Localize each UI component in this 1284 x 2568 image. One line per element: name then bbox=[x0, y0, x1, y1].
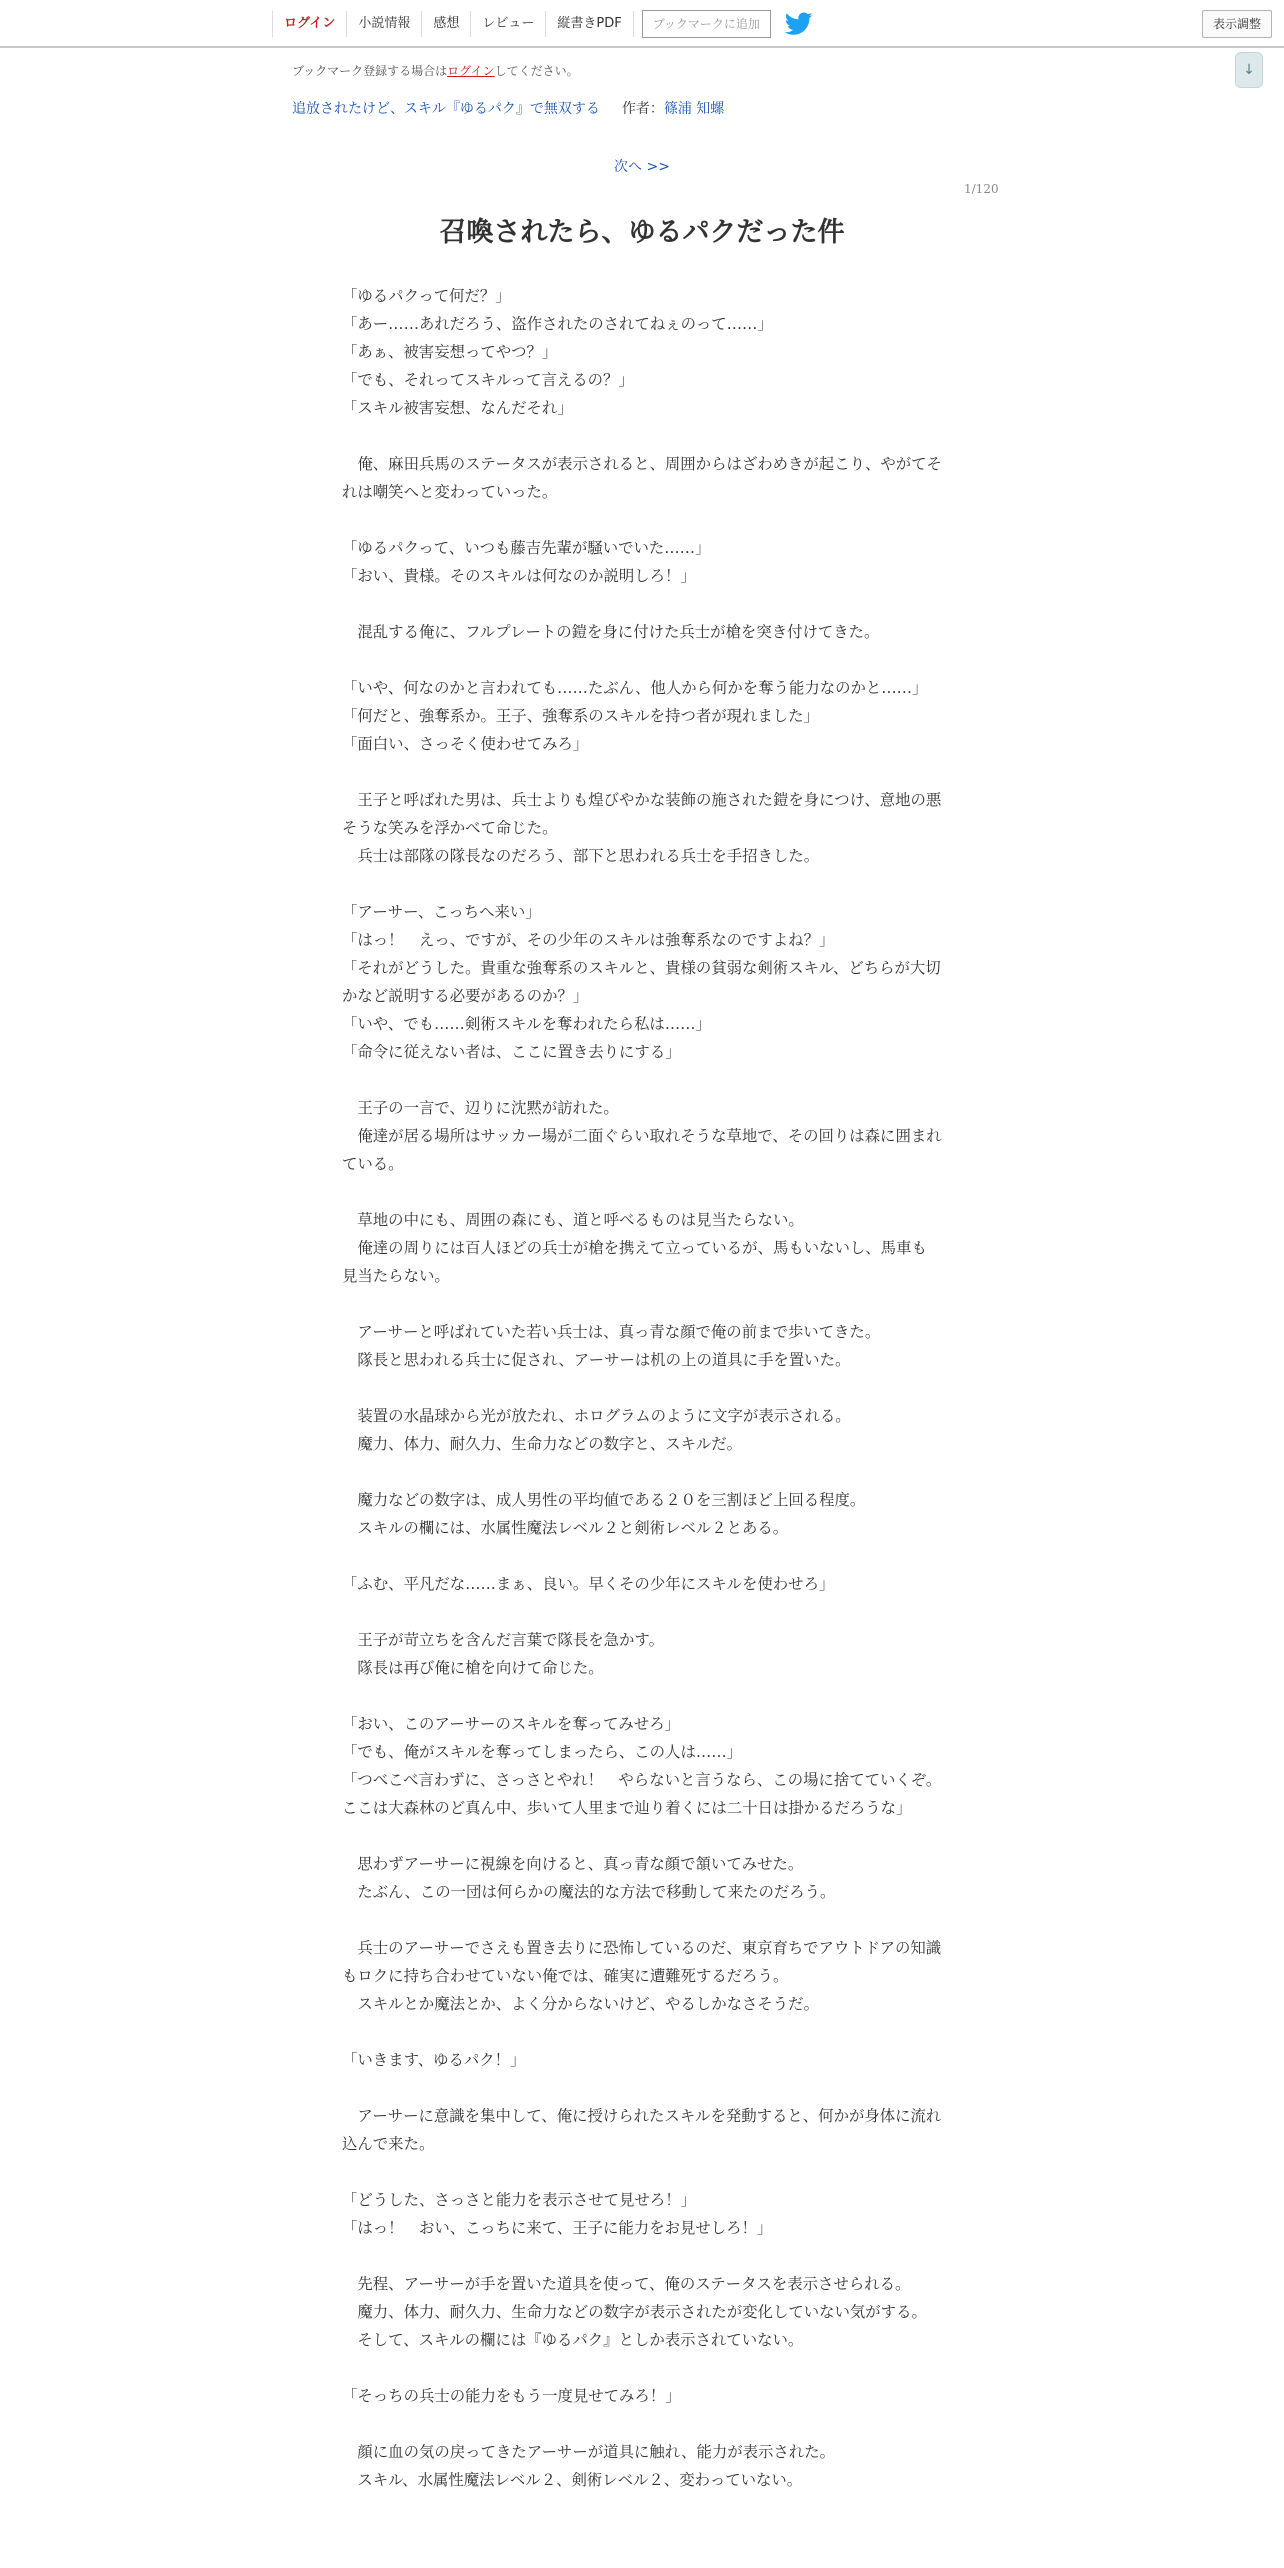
paragraph: アーサーと呼ばれていた若い兵士は、真っ青な顔で俺の前まで歩いてきた。 bbox=[342, 1323, 881, 1341]
notice-login-link[interactable]: ログイン bbox=[447, 64, 495, 78]
series-title-link[interactable]: 追放されたけど、スキル『ゆるパク』で無双する bbox=[292, 101, 600, 117]
paragraph: 「面白い、さっそく使わせてみろ」 bbox=[342, 735, 589, 753]
blank-line bbox=[342, 1290, 942, 1318]
paragraph: 魔力などの数字は、成人男性の平均値である２０を三割ほど上回る程度。 bbox=[342, 1491, 866, 1509]
paragraph: 「ゆるパクって何だ？」 bbox=[342, 287, 511, 305]
pager bbox=[0, 156, 1284, 176]
novel-info-link[interactable]: 小説情報 bbox=[346, 11, 421, 37]
novel-title-line bbox=[292, 98, 724, 118]
blank-line bbox=[342, 1682, 942, 1710]
page-counter: 1/120 bbox=[964, 182, 999, 196]
paragraph: アーサーに意識を集中して、俺に授けられたスキルを発動すると、何かが身体に流れ込んで来た。 bbox=[342, 2107, 942, 2153]
paragraph: 「おい、貴様。そのスキルは何なのか説明しろ！」 bbox=[342, 567, 696, 585]
paragraph: 「それがどうした。貴重な強奪系のスキルと、貴様の貧弱な剣術スキル、どちらが大切かなど説明する必要があるのか？」 bbox=[342, 959, 941, 1005]
blank-line bbox=[342, 1542, 942, 1570]
blank-line bbox=[342, 1598, 942, 1626]
notice-suffix: してください。 bbox=[494, 64, 579, 78]
paragraph: 混乱する俺に、フルプレートの鎧を身に付けた兵士が槍を突き付けてきた。 bbox=[342, 623, 880, 641]
blank-line bbox=[342, 1458, 942, 1486]
paragraph: 王子が苛立ちを含んだ言葉で隊長を急かす。 bbox=[342, 1631, 664, 1649]
twitter-icon[interactable] bbox=[785, 12, 813, 36]
login-link[interactable]: ログイン bbox=[272, 11, 346, 37]
episode-title: 召喚されたら、ゆるパクだった件 bbox=[439, 217, 845, 248]
paragraph: スキル、水属性魔法レベル２、剣術レベル２、変わっていない。 bbox=[342, 2471, 803, 2489]
paragraph: スキルとか魔法とか、よく分からないけど、やるしかなさそうだ。 bbox=[342, 1995, 819, 2013]
paragraph: 王子の一言で、辺りに沈黙が訪れた。 bbox=[342, 1099, 619, 1117]
paragraph: 「でも、それってスキルって言えるの？」 bbox=[342, 371, 634, 389]
paragraph: 「いや、何なのかと言われても……たぶん、他人から何かを奪う能力なのかと……」 bbox=[342, 679, 928, 697]
next-page-link[interactable]: 次へ >> bbox=[614, 159, 670, 175]
paragraph: 隊長は再び俺に槍を向けて命じた。 bbox=[342, 1659, 604, 1677]
paragraph: 兵士は部隊の隊長なのだろう、部下と思われる兵士を手招きした。 bbox=[342, 847, 820, 865]
header-nav bbox=[272, 10, 813, 38]
blank-line bbox=[342, 2158, 942, 2186]
blank-line bbox=[342, 1374, 942, 1402]
blank-line bbox=[342, 2018, 942, 2046]
paragraph: 「命令に従えない者は、ここに置き去りにする」 bbox=[342, 1043, 681, 1061]
blank-line bbox=[342, 2074, 942, 2102]
blank-line bbox=[342, 1906, 942, 1934]
paragraph: 顔に血の気の戻ってきたアーサーが道具に触れ、能力が表示された。 bbox=[342, 2443, 835, 2461]
paragraph: 先程、アーサーが手を置いた道具を使って、俺のステータスを表示させられる。 bbox=[342, 2275, 911, 2293]
scroll-down-icon[interactable]: ↓ bbox=[1235, 52, 1263, 88]
blank-line bbox=[342, 1066, 942, 1094]
paragraph: 草地の中にも、周囲の森にも、道と呼べるものは見当たらない。 bbox=[342, 1211, 804, 1229]
paragraph: 「おい、このアーサーのスキルを奪ってみせろ」 bbox=[342, 1715, 680, 1733]
impressions-link[interactable]: 感想 bbox=[421, 11, 470, 37]
review-link[interactable]: レビュー bbox=[470, 11, 545, 37]
paragraph: 「ふむ、平凡だな……まぁ、良い。早くその少年にスキルを使わせろ」 bbox=[342, 1575, 835, 1593]
blank-line bbox=[342, 1822, 942, 1850]
paragraph: 「何だと、強奪系か。王子、強奪系のスキルを持つ者が現れました」 bbox=[342, 707, 819, 725]
paragraph: 「でも、俺がスキルを奪ってしまったら、この人は……」 bbox=[342, 1743, 743, 1761]
paragraph: 「ゆるパクって、いつも藤吉先輩が騒いでいた……」 bbox=[342, 539, 711, 557]
blank-line bbox=[342, 2410, 942, 2438]
blank-line bbox=[342, 2242, 942, 2270]
login-notice bbox=[292, 62, 579, 79]
paragraph: 俺達が居る場所はサッカー場が二面ぐらい取れそうな草地で、その回りは森に囲まれている。 bbox=[342, 1127, 942, 1173]
paragraph: 「スキル被害妄想、なんだそれ」 bbox=[342, 399, 573, 417]
blank-line bbox=[342, 1178, 942, 1206]
paragraph: 思わずアーサーに視線を向けると、真っ青な顔で頷いてみせた。 bbox=[342, 1855, 804, 1873]
paragraph: 装置の水晶球から光が放たれ、ホログラムのように文字が表示される。 bbox=[342, 1407, 851, 1425]
blank-line bbox=[342, 422, 942, 450]
paragraph: 「アーサー、こっちへ来い」 bbox=[342, 903, 541, 921]
paragraph: 「あー……あれだろう、盗作されたのされてねぇのって……」 bbox=[342, 315, 773, 333]
paragraph: 俺達の周りには百人ほどの兵士が槍を携えて立っているが、馬もいないし、馬車も見当たらない。 bbox=[342, 1239, 927, 1285]
author-label: 作者： bbox=[621, 101, 664, 117]
paragraph: 魔力、体力、耐久力、生命力などの数字が表示されたが変化していない気がする。 bbox=[342, 2303, 927, 2321]
paragraph: そして、スキルの欄には『ゆるパク』としか表示されていない。 bbox=[342, 2331, 804, 2349]
blank-line bbox=[342, 506, 942, 534]
paragraph: 兵士のアーサーでさえも置き去りに恐怖しているのだ、東京育ちでアウトドアの知識もロクに持ち合わせていない俺では、確実に遭難死するだろう。 bbox=[342, 1939, 942, 1985]
blank-line bbox=[342, 646, 942, 674]
vertical-pdf-link[interactable]: 縦書きPDF bbox=[545, 11, 633, 37]
paragraph: 「はっ！ えっ、ですが、その少年のスキルは強奪系なのですよね？」 bbox=[342, 931, 835, 949]
display-settings-button[interactable]: 表示調整 bbox=[1202, 10, 1272, 38]
paragraph: スキルの欄には、水属性魔法レベル２と剣術レベル２とある。 bbox=[342, 1519, 789, 1537]
paragraph: 王子と呼ばれた男は、兵士よりも煌びやかな装飾の施された鎧を身につけ、意地の悪そうな笑みを浮かべて命じた。 bbox=[342, 791, 942, 837]
add-bookmark-button[interactable]: ブックマークに追加 bbox=[642, 10, 771, 38]
paragraph: 魔力、体力、耐久力、生命力などの数字と、スキルだ。 bbox=[342, 1435, 743, 1453]
blank-line bbox=[342, 758, 942, 786]
paragraph: 「どうした、さっさと能力を表示させて見せろ！」 bbox=[342, 2191, 696, 2209]
top-bar bbox=[0, 0, 1284, 48]
paragraph: 隊長と思われる兵士に促され、アーサーは机の上の道具に手を置いた。 bbox=[342, 1351, 851, 1369]
paragraph: 「あぁ、被害妄想ってやつ？」 bbox=[342, 343, 558, 361]
novel-body bbox=[342, 282, 942, 2494]
paragraph: 「いや、でも……剣術スキルを奪われたら私は……」 bbox=[342, 1015, 711, 1033]
blank-line bbox=[342, 2354, 942, 2382]
author-link[interactable]: 篠浦 知螺 bbox=[663, 101, 725, 117]
blank-line bbox=[342, 590, 942, 618]
notice-prefix: ブックマーク登録する場合は bbox=[292, 64, 448, 78]
paragraph: 「そっちの兵士の能力をもう一度見せてみろ！」 bbox=[342, 2387, 681, 2405]
paragraph: 俺、麻田兵馬のステータスが表示されると、周囲からはざわめきが起こり、やがてそれは嘲笑へと変わっていった。 bbox=[342, 455, 942, 501]
paragraph: 「いきます、ゆるパク！」 bbox=[342, 2051, 526, 2069]
paragraph: 「つべこべ言わずに、さっさとやれ！ やらないと言うなら、この場に捨てていくぞ。ここは大森林のど真ん中、歩いて人里まで辿り着くには二十日は掛かるだろうな」 bbox=[342, 1771, 942, 1817]
paragraph: たぶん、この一団は何らかの魔法的な方法で移動して来たのだろう。 bbox=[342, 1883, 836, 1901]
blank-line bbox=[342, 870, 942, 898]
paragraph: 「はっ！ おい、こっちに来て、王子に能力をお見せしろ！」 bbox=[342, 2219, 773, 2237]
